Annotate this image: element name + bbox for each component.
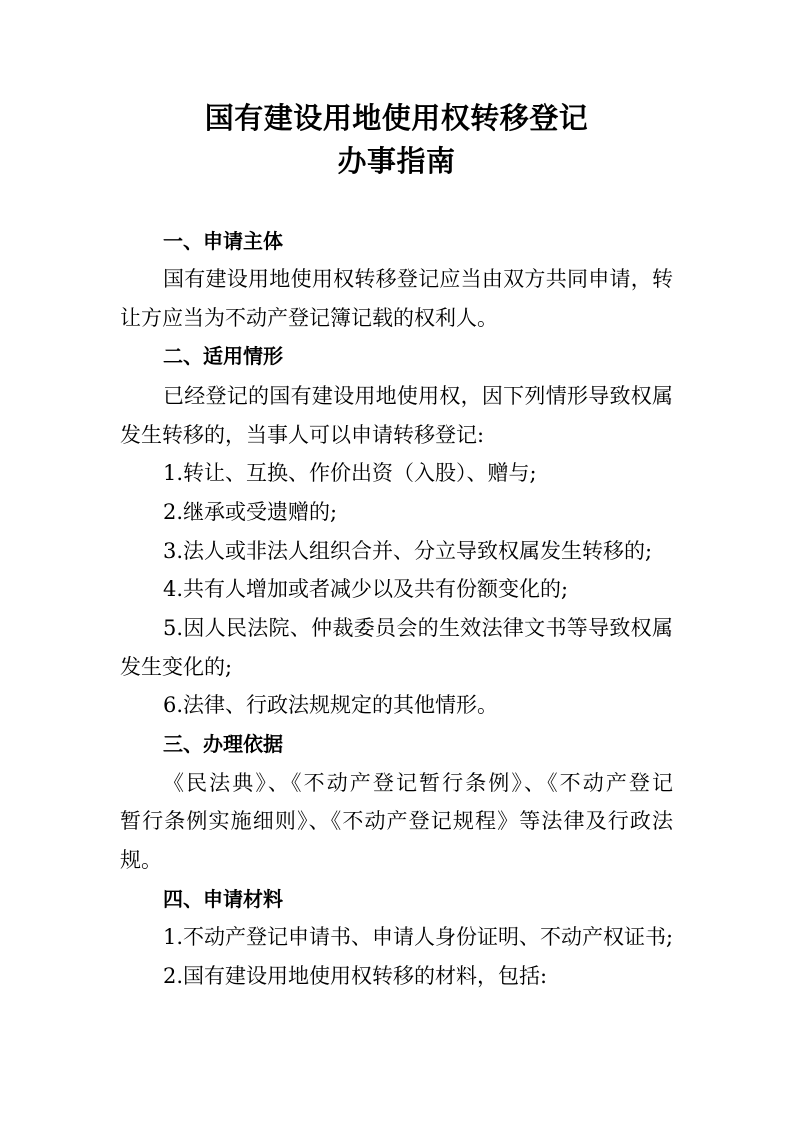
list-item: 1.不动产登记申请书、申请人身份证明、不动产权证书; (163, 925, 674, 949)
list-item: 3.法人或非法人组织合并、分立导致权属发生转移的; (163, 539, 653, 563)
paragraph-line: 《民法典》、《不动产登记暂行条例》、《不动产登记 (163, 771, 673, 795)
list-item: 1.转让、互换、作价出资（入股）、赠与; (163, 461, 537, 485)
document-title-line1: 国有建设用地使用权转移登记 (204, 101, 589, 135)
paragraph-line: 国有建设用地使用权转移登记应当由双方共同申请，转 (163, 267, 673, 291)
list-item: 2.继承或受遗赠的; (163, 500, 338, 524)
paragraph-line: 已经登记的国有建设用地使用权，因下列情形导致权属 (163, 384, 673, 408)
section-heading-legal-basis: 三、办理依据 (163, 732, 283, 756)
document-title-line2: 办事指南 (337, 144, 456, 178)
paragraph-line: 让方应当为不动产登记簿记载的权利人。 (120, 306, 498, 330)
list-item-continuation: 发生变化的; (120, 655, 233, 679)
section-heading-applicant: 一、申请主体 (163, 229, 283, 253)
section-heading-materials: 四、申请材料 (163, 887, 283, 911)
paragraph-line: 暂行条例实施细则》、《不动产登记规程》等法律及行政法 (120, 809, 673, 833)
paragraph-line: 发生转移的，当事人可以申请转移登记: (120, 423, 485, 447)
section-heading-applicable-cases: 二、适用情形 (163, 344, 283, 368)
list-item: 2.国有建设用地使用权转移的材料，包括: (163, 964, 548, 988)
list-item: 6.法律、行政法规规定的其他情形。 (163, 693, 499, 717)
paragraph-line: 规。 (120, 848, 162, 872)
list-item: 4.共有人增加或者减少以及共有份额变化的; (163, 577, 569, 601)
list-item: 5.因人民法院、仲裁委员会的生效法律文书等导致权属 (163, 616, 673, 640)
